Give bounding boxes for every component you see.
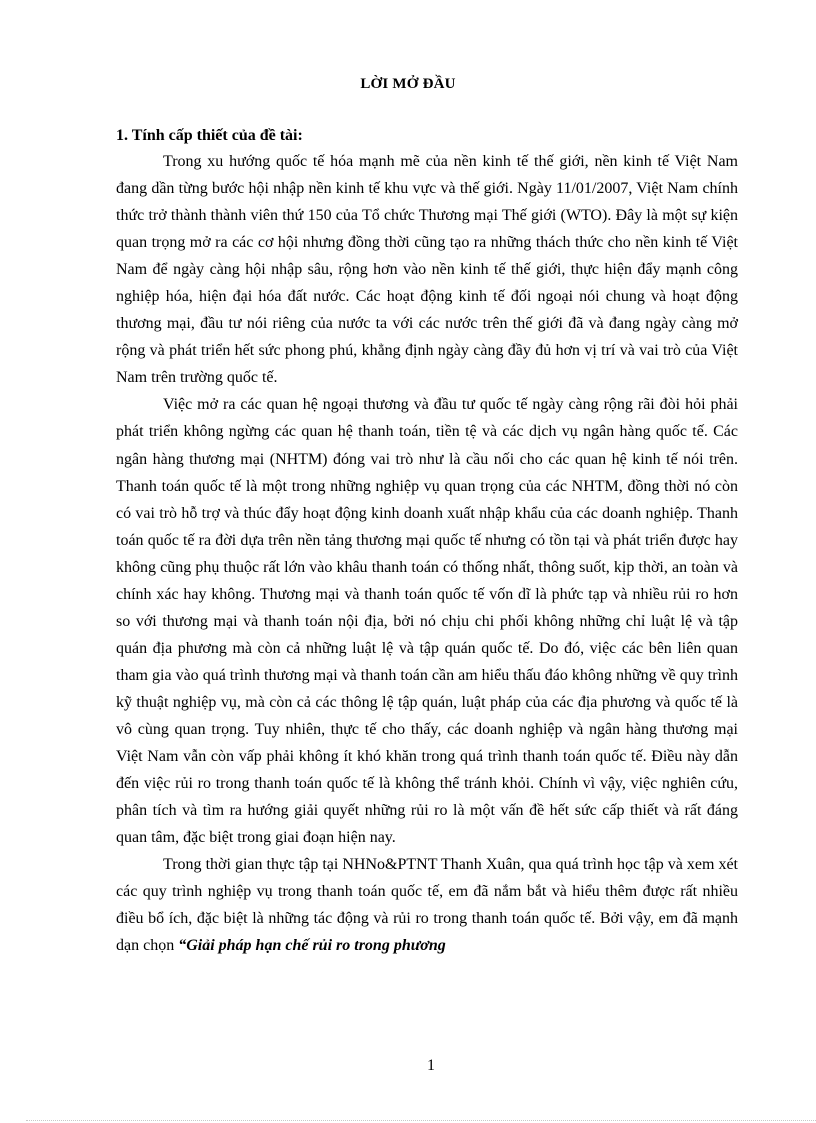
page-title: LỜI MỞ ĐẦU bbox=[360, 76, 456, 92]
paragraph-2: Việc mở ra các quan hệ ngoại thương và đầu tư quốc tế ngày càng rộng rãi đòi hỏi phải phát triển không ngừng các quan hệ thanh toán, tiền tệ và các dịch vụ ngân hàng quốc tế. Các ngân hàng thương mại (NHTM) đóng vai trò như là cầu nối cho các quan hệ kinh tế nói trên. Thanh toán quốc tế là một trong những nghiệp vụ quan trọng của các NHTM, đồng thời nó còn có vai trò hỗ trợ và thúc đẩy hoạt động kinh doanh xuất nhập khẩu của các doanh nghiệp. Thanh toán quốc tế ra đời dựa trên nền tảng thương mại quốc tế nhưng có tồn tại và phát triển được hay không cũng phụ thuộc rất lớn vào khâu thanh toán có thống nhất, thông suốt, kịp thời, an toàn và chính xác hay không. Thương mại và thanh toán quốc tế vốn dĩ là phức tạp và nhiều rủi ro hơn so với thương mại và thanh toán nội địa, bởi nó chịu chi phối không những chỉ luật lệ và tập quán địa phương mà còn cả những luật lệ và tập quán quốc tế. Do đó, việc các bên liên quan tham gia vào quá trình thương mại và thanh toán cần am hiểu thấu đáo không những về quy trình kỹ thuật nghiệp vụ, mà còn cả các thông lệ tập quán, luật pháp của các địa phương và quốc tế là vô cùng quan trọng. Tuy nhiên, thực tế cho thấy, các doanh nghiệp và ngân hàng thương mại Việt Nam vẫn còn vấp phải không ít khó khăn trong quá trình thanh toán quốc tế. Điều này dẫn đến việc rủi ro trong thanh toán quốc tế là không thể tránh khỏi. Chính vì vậy, việc nghiên cứu, phân tích và tìm ra hướng giải quyết những rủi ro là một vấn đề hết sức cấp thiết và rất đáng quan tâm, đặc biệt trong giai đoạn hiện nay. bbox=[116, 396, 738, 847]
page-bottom-rule bbox=[26, 1120, 816, 1121]
page-number: 1 bbox=[427, 1057, 435, 1074]
body-text bbox=[116, 148, 738, 959]
paragraph-3-text: Trong thời gian thực tập tại NHNo&PTNT Thanh Xuân, qua quá trình học tập và xem xét các quy trình nghiệp vụ trong thanh toán quốc tế, em đã nắm bắt và hiểu thêm được rất nhiều điều bổ ích, đặc biệt là những tác động và rủi ro trong thanh toán quốc tế. Bởi vậy, em đã mạnh dạn chọn bbox=[116, 856, 738, 955]
section-heading: 1. Tính cấp thiết của đề tài: bbox=[116, 127, 303, 144]
paragraph-3 bbox=[116, 851, 738, 959]
paragraph-1: Trong xu hướng quốc tế hóa mạnh mẽ của nền kinh tế thế giới, nền kinh tế Việt Nam đang dần từng bước hội nhập nền kinh tế khu vực và thế giới. Ngày 11/01/2007, Việt Nam chính thức trở thành thành viên thứ 150 của Tổ chức Thương mại Thế giới (WTO). Đây là một sự kiện quan trọng mở ra các cơ hội nhưng đồng thời cũng tạo ra những thách thức cho nền kinh tế Việt Nam để ngày càng hội nhập sâu, rộng hơn vào nền kinh tế thế giới, thực hiện đẩy mạnh công nghiệp hóa, hiện đại hóa đất nước. Các hoạt động kinh tế đối ngoại nói chung và hoạt động thương mại, đầu tư nói riêng của nước ta với các nước trên thế giới đã và đang ngày càng mở rộng và phát triển hết sức phong phú, khẳng định ngày càng đầy đủ hơn vị trí và vai trò của Việt Nam trên trường quốc tế. bbox=[116, 153, 738, 387]
thesis-title-emphasis: “Giải pháp hạn chế rủi ro trong phương bbox=[178, 937, 446, 955]
